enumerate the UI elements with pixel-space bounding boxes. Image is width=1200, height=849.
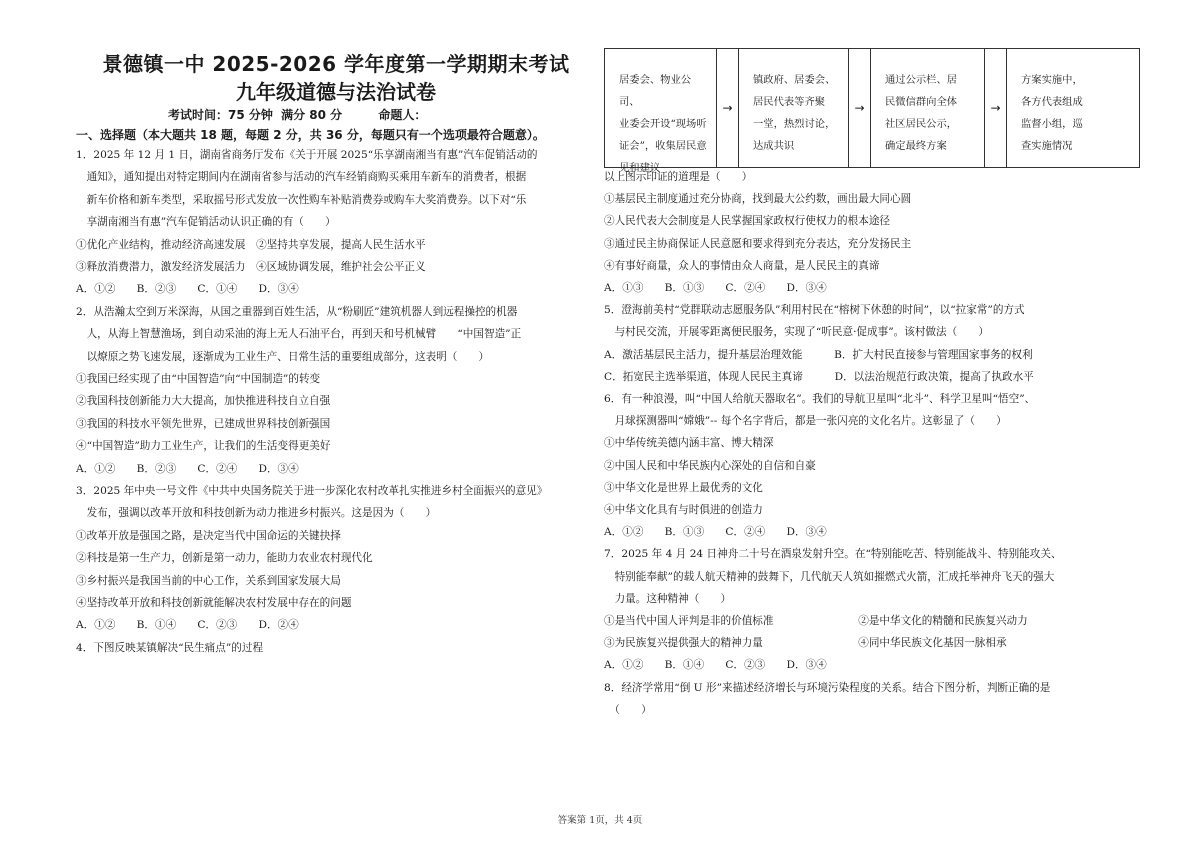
question-line: A．①③ B．①③ C．②④ D．③④ [604,282,827,294]
question-line: ③我国的科技水平领先世界，已建成世界科技创新强国 [76,417,331,430]
question-line: ③为民族复兴提供强大的精神力量 ④同中华民族文化基因一脉相承 [604,637,1007,650]
question-line: 新车价格和新车类型，采取摇号形式发放一次性购车补贴消费券或购车大奖消费券。以下对“乐 [76,193,527,206]
question-line: ①基层民主制度通过充分协商，找到最大公约数，画出最大同心圆 [604,193,912,206]
question-line: 享湖南湘当有惠”汽车促销活动认识正确的有（ ） [76,216,336,229]
arrow-right-icon: → [849,49,871,167]
question-line: ②人民代表大会制度是人民掌握国家政权行使权力的根本途径 [604,215,891,228]
section-heading: 一、选择题（本大题共 18 题，每题 2 分，共 36 分，每题只有一个选项最符合题意）。 [76,128,545,142]
question-line: ③乡村振兴是我国当前的中心工作，关系到国家发展大局 [76,574,341,587]
question-line: ①改革开放是强国之路，是决定当代中国命运的关键抉择 [76,529,341,542]
question-line: ④中华文化具有与时俱进的创造力 [604,504,763,516]
question-line: 与村民交流，开展零距离便民服务，实现了“听民意·促成事”。该村做法（ ） [604,326,989,339]
question-line: 7．2025 年 4 月 24 日神舟二十号在酒泉发射升空。在“特别能吃苦、特别能战斗、特别能攻关、 [604,548,1062,561]
question-line: 月球探测器叫“嫦娥”-- 每个名字背后，都是一张闪亮的文化名片。这彰显了（ ） [604,415,1007,428]
question-line: 通知》，通知提出对特定期间内在湖南省参与活动的汽车经销商购买乘用车新车的消费者，根据 [76,171,527,184]
question-line: ③中华文化是世界上最优秀的文化 [604,481,763,494]
flow-step-line: 各方代表组成 [1021,96,1083,108]
question-line: 3．2025 年中央一号文件《中共中央国务院关于进一步深化农村改革扎实推进乡村全面振兴的意见》 [76,485,548,497]
question-line: （ ） [604,703,652,716]
exam-info [76,106,596,123]
flow-step-line: 见和建议 [619,162,661,174]
author-label: 命题人： [378,108,427,122]
flow-step [871,49,985,167]
flow-step-line: 业委会开设“现场听 [619,118,707,130]
flow-step [605,49,717,174]
question-line: ④坚持改革开放和科技创新就能解决农村发展中存在的问题 [76,597,352,609]
flow-step-line: 方案实施中， [1021,74,1083,86]
question-line: ③释放消费潜力，激发经济发展活力 ④区域协调发展，维护社会公平正义 [76,261,426,273]
question-line: ②我国科技创新能力大大提高，加快推进科技自立自强 [76,395,331,408]
question-line: 人，从海上智慧渔场，到自动采油的海上无人石油平台，再到天和号机械臂 “中国智造”正 [76,328,522,341]
question-line: ④有事好商量，众人的事情由众人商量，是人民民主的真谛 [604,259,880,272]
question-line: 1．2025 年 12 月 1 日，湖南省商务厅发布《关于开展 2025“乐享湖南湘当有惠”汽车促销活动的 [76,149,538,161]
flow-step-line: 居委会、物业公司、 [619,74,692,108]
question-line: 以燎原之势飞速发展，逐渐成为工业生产、日常生活的重要组成部分，这表明（ ） [76,350,490,363]
flow-step-line: 民微信群向全体 [885,96,958,108]
question-line: A．①② B．①④ C．②③ D．③④ [604,659,827,672]
exam-subtitle: 九年级道德与法治试卷 [236,80,436,104]
question-line: A．激活基层民主活力，提升基层治理效能 B．扩大村民直接参与管理国家事务的权利 [604,348,1033,361]
flow-step-line: 达成共识 [753,140,795,152]
question-line: 以上图示印证的道理是（ ） [604,171,753,183]
flow-step-line: 一堂，热烈讨论， [753,118,836,130]
question-line: ④“中国智造”助力工业生产，让我们的生活变得更美好 [76,440,331,453]
full-score: 满分 80 分 [281,108,343,122]
question-line: ②科技是第一生产力，创新是第一动力，能助力农业农村现代化 [76,552,373,565]
arrow-right-icon: → [717,49,739,167]
arrow-right-icon: → [985,49,1007,167]
flow-step-line: 居民代表等齐聚 [753,96,826,108]
flow-step-line: 通过公示栏、居 [885,74,958,86]
flow-step-line: 社区居民公示， [885,118,958,130]
flow-step-line: 确定最终方案 [885,140,947,152]
question-line: 4．下图反映某镇解决“民生痛点”的过程 [76,641,264,654]
exam-time: 考试时间：75 分钟 [168,108,273,122]
question-line: ①优化产业结构，推动经济高速发展 ②坚持共享发展，提高人民生活水平 [76,238,426,251]
question-line: ①我国已经实现了由“中国智造”向“中国制造”的转变 [76,373,321,385]
page-footer: 答案第 1页，共 4页 [557,815,643,826]
question-line: 8．经济学常用“倒 U 形”来描述经济增长与环境污染程度的关系。结合下图分析，判断正确的是 [604,681,1051,694]
question-line: 发布，强调以改革开放和科技创新为动力推进乡村振兴。这是因为（ ） [76,507,437,520]
question-line: A．①② B．②③ C．①④ D．③④ [76,283,299,296]
question-line: 6．有一种浪漫，叫“中国人给航天器取名”。我们的导航卫星叫“北斗”、科学卫星叫“悟空”、 [604,393,1036,405]
question-line: ①是当代中国人评判是非的价值标准 ②是中华文化的精髓和民族复兴动力 [604,615,1028,627]
flow-step-line: 镇政府、居委会、 [753,74,836,86]
flow-step-line: 监督小组，巡 [1021,118,1083,130]
question-line: 力量。这种精神（ ） [604,592,732,605]
flow-step-line: 证会”，收集居民意 [619,140,707,152]
question-line: ③通过民主协商保证人民意愿和要求得到充分表达，充分发扬民主 [604,237,912,250]
flow-step [739,49,849,167]
exam-title: 景德镇一中 2025-2026 学年度第一学期期末考试 [102,52,570,76]
question-line: 特别能奉献”的载人航天精神的鼓舞下，几代航天人筑如摧燃式火箭，汇成托举神舟飞天的强大 [604,570,1055,583]
flow-diagram [604,48,1140,174]
question-line: A．①② B．①③ C．②④ D．③④ [604,526,827,539]
question-line: C．拓宽民主选举渠道，体现人民民主真谛 D．以法治规范行政决策，提高了执政水平 [604,370,1034,383]
question-line: ②中国人民和中华民族内心深处的自信和自豪 [604,459,816,472]
question-line: A．①② B．①④ C．②③ D．②④ [76,619,299,632]
question-line: 5．澄海前美村“党群联动志愿服务队”利用村民在“榕树下休憩的时间”，以“拉家常”的方式 [604,304,1025,317]
question-line: ①中华传统美德内涵丰富、博大精深 [604,437,774,450]
question-line: A．①② B．②③ C．②④ D．③④ [76,462,299,475]
flow-step [1007,49,1139,167]
flow-step-line: 查实施情况 [1021,140,1073,152]
question-line: 2．从浩瀚太空到万米深海，从国之重器到百姓生活，从“粉刷匠”建筑机器人到远程操控的机器 [76,305,518,318]
